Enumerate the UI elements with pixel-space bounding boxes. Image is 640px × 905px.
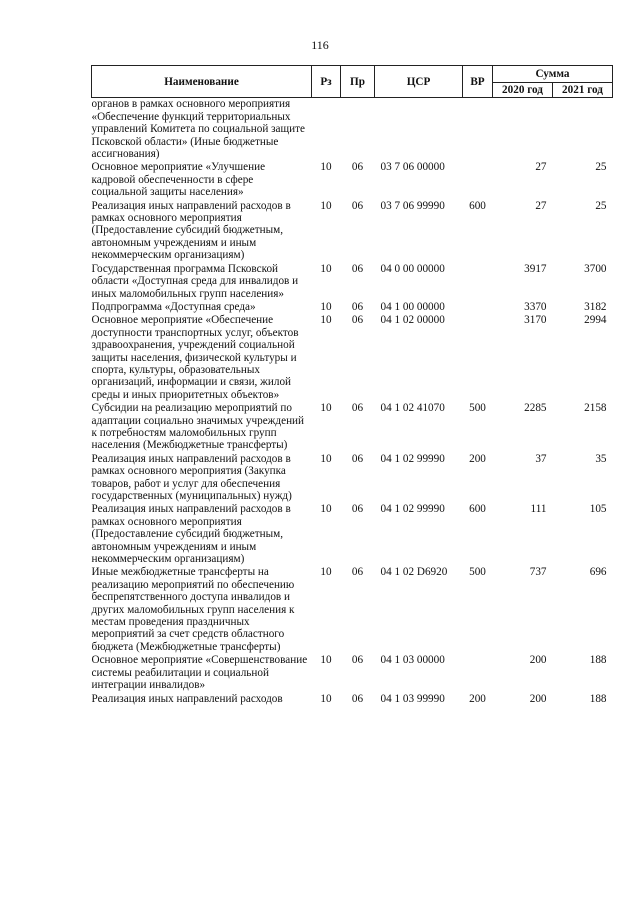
csr-cell: 03 7 06 00000 xyxy=(380,161,445,174)
sum-2021-cell: 2158 xyxy=(584,402,607,415)
table-row xyxy=(92,565,613,653)
header-rz: Рз xyxy=(312,66,341,98)
csr-cell: 04 1 02 D6920 xyxy=(380,566,448,579)
header-year-2020: 2020 год xyxy=(493,83,553,98)
vr-cell xyxy=(463,653,493,691)
budget-table-container xyxy=(91,65,612,705)
rz-cell: 10 xyxy=(320,199,332,212)
pr-cell: 06 xyxy=(351,199,364,212)
sum-2021-cell xyxy=(553,98,613,161)
rz-cell xyxy=(312,98,341,161)
name-cell: Реализация иных направлений расходов в рамках основного мероприятия (Предоставление субсидий бюджетным, автономным учреждениям и иным некоммерческим организациям) xyxy=(91,199,291,262)
sum-2021-cell: 188 xyxy=(589,692,607,705)
table-row xyxy=(92,160,613,198)
sum-2021-cell: 25 xyxy=(595,161,607,174)
name-cell: Основное мероприятие «Обеспечение доступности транспортных услуг, объектов здравоохранения, учреждений социальной защиты населения, физической культуры и спорта, культуры, образовательных организаций, информации и связи, жилой среды и иных приоритетных объектов» xyxy=(91,314,299,401)
table-row xyxy=(92,98,613,161)
pr-cell: 06 xyxy=(351,300,364,313)
sum-2021-cell: 105 xyxy=(589,503,607,516)
vr-cell xyxy=(463,160,493,198)
csr-cell: 04 1 02 00000 xyxy=(380,314,445,327)
vr-cell xyxy=(463,98,493,161)
vr-cell xyxy=(463,300,493,313)
sum-2020-cell: 27 xyxy=(535,199,547,212)
pr-cell: 06 xyxy=(351,692,364,705)
table-row xyxy=(92,262,613,300)
pr-cell: 06 xyxy=(351,654,364,667)
sum-2021-cell: 696 xyxy=(589,566,607,579)
csr-cell: 04 1 00 00000 xyxy=(380,300,445,313)
sum-2020-cell: 3170 xyxy=(524,314,547,327)
name-cell: Реализация иных направлений расходов xyxy=(91,692,283,705)
sum-2020-cell: 3370 xyxy=(524,300,547,313)
pr-cell: 06 xyxy=(351,503,364,516)
header-pr: Пр xyxy=(341,66,375,98)
sum-2021-cell: 3700 xyxy=(584,262,607,275)
vr-cell: 200 xyxy=(469,452,486,465)
rz-cell: 10 xyxy=(320,314,332,327)
name-cell: Основное мероприятие «Улучшение кадровой обеспеченности в сфере социальной защиты населения» xyxy=(91,161,266,199)
sum-2020-cell: 200 xyxy=(529,692,547,705)
table-header xyxy=(92,66,613,98)
table-row xyxy=(92,692,613,705)
pr-cell xyxy=(341,98,375,161)
sum-2020-cell: 737 xyxy=(529,566,547,579)
vr-cell: 500 xyxy=(469,566,486,579)
name-cell: Государственная программа Псковской области «Доступная среда для инвалидов и иных маломобильных групп населения» xyxy=(91,262,299,300)
rz-cell: 10 xyxy=(320,262,332,275)
header-csr: ЦСР xyxy=(375,66,463,98)
table-row xyxy=(92,401,613,452)
rz-cell: 10 xyxy=(320,566,332,579)
vr-cell: 600 xyxy=(469,503,486,516)
pr-cell: 06 xyxy=(351,402,364,415)
header-year-2021: 2021 год xyxy=(553,83,613,98)
budget-table xyxy=(91,65,613,705)
table-row xyxy=(92,199,613,262)
sum-2020-cell: 200 xyxy=(529,654,547,667)
csr-cell xyxy=(375,98,463,161)
pr-cell: 06 xyxy=(351,452,364,465)
vr-cell: 600 xyxy=(469,199,486,212)
rz-cell: 10 xyxy=(320,452,332,465)
table-row xyxy=(92,313,613,401)
csr-cell: 04 1 03 99990 xyxy=(380,692,445,705)
header-sum: Сумма xyxy=(493,66,613,83)
table-row xyxy=(92,452,613,503)
sum-2020-cell: 37 xyxy=(535,452,547,465)
sum-2021-cell: 35 xyxy=(595,452,607,465)
rz-cell: 10 xyxy=(320,300,332,313)
name-cell: Основное мероприятие «Совершенствование системы реабилитации и социальной интеграции инвалидов» xyxy=(91,654,308,692)
sum-2021-cell: 3182 xyxy=(584,300,607,313)
sum-2020-cell: 3917 xyxy=(524,262,547,275)
name-cell: Подпрограмма «Доступная среда» xyxy=(91,300,256,313)
sum-2021-cell: 25 xyxy=(595,199,607,212)
table-body xyxy=(92,98,613,705)
name-cell: Иные межбюджетные трансферты на реализацию мероприятий по обеспечению беспрепятственного доступа инвалидов и других маломобильных групп населения к местам проведения праздничных мероприятий за счет средств областного бюджета (Межбюджетные трансферты) xyxy=(91,566,295,653)
csr-cell: 04 1 03 00000 xyxy=(380,654,445,667)
table-row xyxy=(92,653,613,691)
rz-cell: 10 xyxy=(320,503,332,516)
table-row xyxy=(92,300,613,313)
sum-2020-cell: 27 xyxy=(535,161,547,174)
sum-2020-cell xyxy=(493,98,553,161)
rz-cell: 10 xyxy=(320,692,332,705)
name-cell: Реализация иных направлений расходов в рамках основного мероприятия (Предоставление субсидий бюджетным, автономным учреждениям и иным некоммерческим организациям) xyxy=(91,503,291,566)
header-name: Наименование xyxy=(92,66,312,98)
csr-cell: 04 1 02 99990 xyxy=(380,452,445,465)
sum-2020-cell: 111 xyxy=(530,503,547,516)
rz-cell: 10 xyxy=(320,161,332,174)
pr-cell: 06 xyxy=(351,314,364,327)
vr-cell xyxy=(463,262,493,300)
name-cell: органов в рамках основного мероприятия «Обеспечение функций территориальных управлений Комитета по социальной защите Псковской области» (Иные бюджетные ассигнования) xyxy=(91,98,305,161)
vr-cell: 200 xyxy=(469,692,486,705)
csr-cell: 04 0 00 00000 xyxy=(380,262,445,275)
pr-cell: 06 xyxy=(351,161,364,174)
pr-cell: 06 xyxy=(351,262,364,275)
sum-2021-cell: 2994 xyxy=(584,314,607,327)
rz-cell: 10 xyxy=(320,402,332,415)
sum-2020-cell: 2285 xyxy=(524,402,547,415)
csr-cell: 04 1 02 99990 xyxy=(380,503,445,516)
vr-cell xyxy=(463,313,493,401)
page-number: 116 xyxy=(311,38,329,52)
vr-cell: 500 xyxy=(469,402,486,415)
table-row xyxy=(92,502,613,565)
header-vr: ВР xyxy=(463,66,493,98)
csr-cell: 03 7 06 99990 xyxy=(380,199,445,212)
name-cell: Субсидии на реализацию мероприятий по адаптации социально значимых учреждений к потребностям маломобильных групп населения (Межбюджетные трансферты) xyxy=(91,402,305,452)
name-cell: Реализация иных направлений расходов в рамках основного мероприятия (Закупка товаров, работ и услуг для обеспечения государственных (муниципальных) нужд) xyxy=(91,452,292,502)
pr-cell: 06 xyxy=(351,566,364,579)
rz-cell: 10 xyxy=(320,654,332,667)
csr-cell: 04 1 02 41070 xyxy=(380,402,445,415)
sum-2021-cell: 188 xyxy=(589,654,607,667)
